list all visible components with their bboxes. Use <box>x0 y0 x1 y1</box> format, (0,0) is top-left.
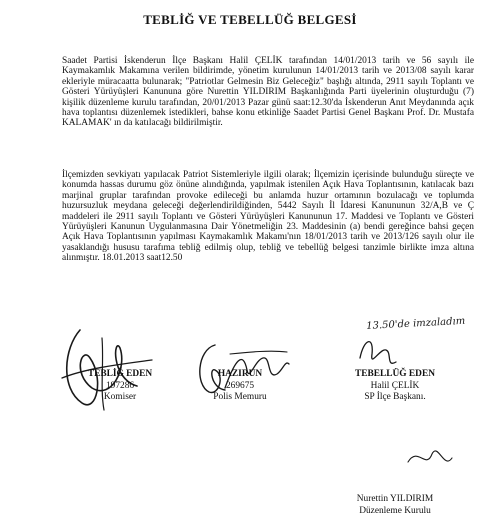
tebellugeden-role: SP İlçe Başkanı. <box>364 392 426 402</box>
signature-block-tebellugeden <box>330 369 460 404</box>
signature-block-hazirun <box>175 369 305 404</box>
signature-block-organizer <box>330 494 460 517</box>
tebligeden-heading: TEBLİĞ EDEN <box>87 369 153 379</box>
tebligeden-number: 197286 <box>105 380 135 391</box>
tebellugeden-name: Halil ÇELİK <box>370 380 420 391</box>
organizer-name: Nurettin YILDIRIM <box>356 494 434 504</box>
handwritten-time-note: 13.50'de imzaladım <box>366 315 466 332</box>
hazirun-rank: Polis Memuru <box>213 392 267 402</box>
organizer-signature <box>400 440 460 480</box>
hazirun-heading: HAZIRUN <box>217 369 263 379</box>
paragraph-notification: Saadet Partisi İskenderun İlçe Başkanı Halil ÇELİK tarafından 14/01/2013 tarih ve 56 sayılı ile Kaymakamlık Makamına verilen bildirimde, yönetim kurulunun 14/01/2013 tarih ve 2013/08 sayılı karar ekleriyle müracaatta bulunarak; "Patriotlar Gelmesin Biz Geleceğiz" başlığı altında, 2911 sayılı Toplantı ve Gösteri Yürüyüşleri Kanununa göre Nurettin YILDIRIM Başkanlığında Parti üyelerinin oluşturduğu (7) kişilik düzenleme kurulu tarafından, 20/01/2013 Pazar günü saat:12.30'da İskenderun Anıt Meydanında açık hava toplantısı düzenlemek istedikleri, bahse konu etkinliğe Saadet Partisi Genel Başkanı Prof. Dr. Mustafa KALAMAK' ın da katılacağı bildirilmiştir. <box>62 56 474 129</box>
paragraph-prohibition: İlçemizden sevkiyatı yapılacak Patriot Sistemleriyle ilgili olarak; İlçemizin içerisinde bulunduğu süreçte ve konumda hassas durumu göz önüne alındığında, yapılmak istenilen Açık Hava Toplantısının, katılacak bazı marjinal gruplar tarafından provoke edileceği bu anlamda huzur ortamının bozulacağı ve toplumda huzursuzluk meydana geleceği değerlendirildiğinden, 5442 Sayılı İl İdaresi Kanununun 32/A,B ve Ç maddeleri ile 2911 sayılı Toplantı ve Gösteri Yürüyüşleri Kanununun 17. Maddesi ve Toplantı ve Gösteri Yürüyüşleri Kanunun Uygulanmasına Dair Yönetmeliğin 23. Maddesinin (a) bendi gereğince bahsi geçen Açık Hava Toplantısının yapılması Kaymakamlık Makamı'nın 18/01/2013 tarih ve 2013/126 sayılı olur ile yasaklandığı hususu tarafıma tebliğ edilmiş olup, tebliğ ve tebellüğ belgesi tanzimle birlikte imza altına alınmıştır. 18.01.2013 saat12.50 <box>62 170 474 264</box>
hazirun-number: 269675 <box>225 380 255 391</box>
document-title: TEBLİĞ VE TEBELLÜĞ BELGESİ <box>143 12 357 27</box>
tebellugeden-heading: TEBELLÜĞ EDEN <box>355 369 435 379</box>
tebligeden-rank: Komiser <box>103 392 137 402</box>
signature-block-tebligeden <box>55 369 185 404</box>
organizer-role: Düzenleme Kurulu <box>359 505 431 516</box>
